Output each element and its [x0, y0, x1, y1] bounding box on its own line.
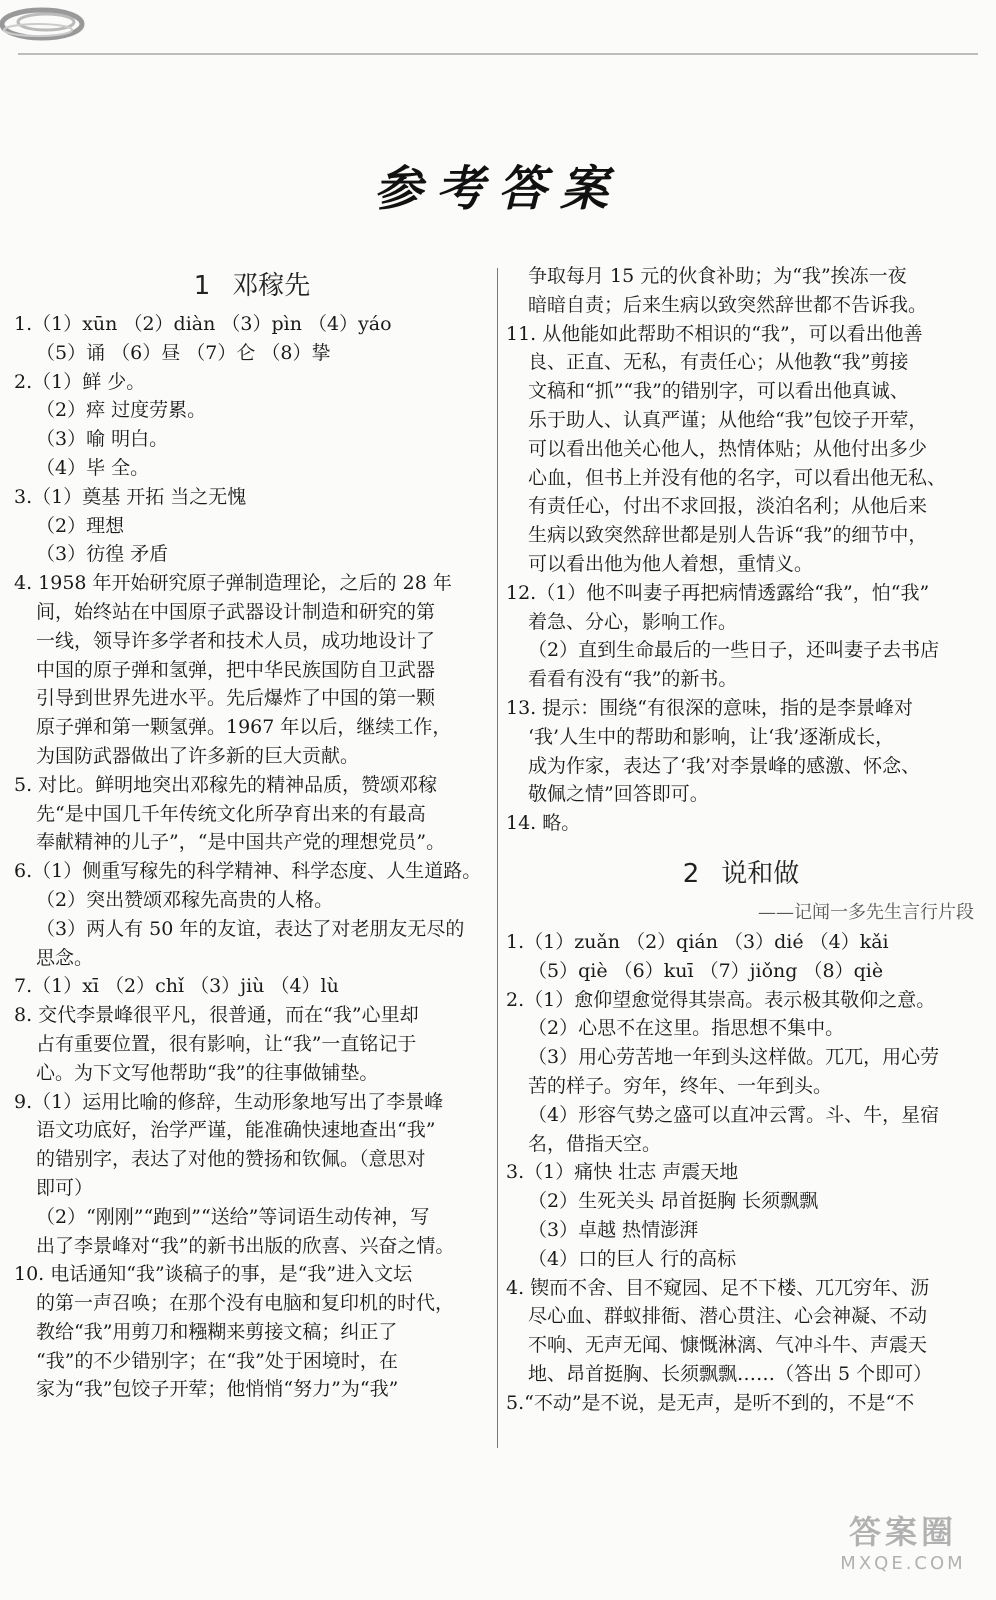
- answer-list: [14, 310, 490, 1404]
- answer-line: 1.（1）xūn （2）diàn （3）pìn （4）yáo: [14, 313, 392, 335]
- answer-line: 3.（1）奠基 开拓 当之无愧: [14, 485, 247, 508]
- answer-line: （2）心思不在这里。指思想不集中。: [528, 1017, 845, 1040]
- answer-line: 文稿和“抓”“我”的错别字，可以看出他真诚、: [528, 380, 909, 403]
- watermark-stamp: [828, 1512, 978, 1582]
- answer-line: 名，借指天空。: [528, 1132, 662, 1155]
- answer-line: 4. 锲而不舍、目不窥园、足不下楼、兀兀穷年、沥: [506, 1276, 930, 1299]
- answer-line: 引导到世界先进水平。先后爆炸了中国的第一颗: [36, 687, 436, 710]
- answer-line: 看看有没有“我”的新书。: [528, 668, 738, 691]
- answer-list: [506, 262, 976, 838]
- answer-line: （3）喻 明白。: [36, 428, 169, 451]
- section-number: 2: [682, 858, 700, 889]
- answer-line: （3）彷徨 矛盾: [36, 543, 169, 566]
- answer-line: 14. 略。: [506, 812, 581, 835]
- answer-line: 乐于助人、认真严谨；从他给“我”包饺子开荤，: [528, 408, 928, 431]
- answer-line: ‘我’人生中的帮助和影响，让‘我’逐渐成长，: [528, 725, 895, 748]
- header-rule: [18, 53, 978, 55]
- answer-line: （3）用心劳苦地一年到头这样做。兀兀，用心劳: [528, 1046, 940, 1069]
- answer-line: 家为“我”包饺子开荤；他悄悄“努力”为“我”: [36, 1378, 399, 1401]
- answer-line: “我”的不少错别字；在“我”处于困境时，在: [36, 1349, 398, 1372]
- answer-line: （5）诵 （6）昼 （7）仑 （8）挚: [36, 341, 331, 364]
- answer-line: 心血，但书上并没有他的名字，可以看出他无私、: [528, 466, 947, 489]
- answer-line: 苦的样子。穷年，终年、一年到头。: [528, 1074, 833, 1097]
- answer-line: 6.（1）侧重写稼先的科学精神、科学态度、人生道路。: [14, 860, 482, 883]
- answer-line: 10. 电话通知“我”谈稿子的事，是“我”进入文坛: [14, 1263, 413, 1286]
- answer-line: 有责任心，付出不求回报，淡泊名利；从他后来: [528, 495, 928, 518]
- answer-line: 12.（1）他不叫妻子再把病情透露给“我”，怕“我”: [506, 581, 930, 604]
- answer-line: 敬佩之情”回答即可。: [528, 783, 709, 806]
- answer-line: 教给“我”用剪刀和糨糊来剪接文稿；纠正了: [36, 1320, 398, 1343]
- answer-line: 可以看出他为他人着想，重情义。: [528, 552, 814, 575]
- answer-line: 8. 交代李景峰很平凡，很普通，而在“我”心里却: [14, 1004, 419, 1027]
- answer-line: （4）形容气势之盛可以直冲云霄。斗、牛，星宿: [528, 1103, 940, 1126]
- answer-line: 1.（1）zuǎn （2）qián （3）dié （4）kǎi: [506, 930, 889, 953]
- answer-line: 3.（1）痛快 壮志 声震天地: [506, 1161, 739, 1184]
- answer-line: 即可）: [36, 1176, 94, 1199]
- answer-line: 4. 1958 年开始研究原子弹制造理论，之后的 28 年: [14, 572, 452, 595]
- answer-line: 7.（1）xī （2）chǐ （3）jiù （4）lù: [14, 975, 339, 998]
- answer-line: 占有重要位置，很有影响，让“我”一直铭记于: [36, 1032, 417, 1055]
- answer-line: 可以看出他关心他人，热情体贴；从他付出多少: [528, 437, 928, 460]
- answer-line: 争取每月 15 元的伙食补助；为“我”挨冻一夜: [528, 265, 907, 287]
- answer-line: （3）卓越 热情澎湃: [528, 1218, 699, 1241]
- column-divider: [497, 268, 498, 1448]
- answer-line: （2）理想: [36, 514, 125, 537]
- answer-line: 成为作家，表达了‘我’对李景峰的感激、怀念、: [528, 754, 921, 777]
- answer-line: 心。为下文写他帮助“我”的往事做铺垫。: [36, 1061, 379, 1084]
- answer-line: 5.“不动”是不说，是无声，是听不到的，不是“不: [506, 1391, 915, 1414]
- answer-line: （5）qiè （6）kuī （7）jiǒng （8）qiè: [528, 959, 884, 982]
- watermark-text: 答案圈: [848, 1513, 957, 1551]
- answer-line: 原子弹和第一颗氢弹。1967 年以后，继续工作，: [36, 716, 452, 739]
- answer-line: 语文功底好，治学严谨，能准确快速地查出“我”: [36, 1119, 436, 1142]
- answer-line: 一线，领导许多学者和技术人员，成功地设计了: [36, 629, 436, 652]
- publisher-logo: [0, 0, 100, 48]
- answer-line: 生病以致突然辞世都是别人告诉“我”的细节中，: [528, 524, 928, 547]
- answer-line: 暗暗自责；后来生病以致突然辞世都不告诉我。: [528, 293, 928, 316]
- answer-line: （4）毕 全。: [36, 456, 150, 479]
- answer-line: 13. 提示：围绕“有很深的意味，指的是李景峰对: [506, 696, 913, 719]
- section-heading-2: [506, 850, 976, 898]
- answer-line: （2）直到生命最后的一些日子，还叫妻子去书店: [528, 639, 940, 662]
- section-number: 1: [193, 271, 211, 301]
- answer-line: 的第一声召唤；在那个没有电脑和复印机的时代，: [36, 1292, 455, 1315]
- answer-line: 为国防武器做出了许多新的巨大贡献。: [36, 744, 360, 767]
- answer-line: （2）突出赞颂邓稼先高贵的人格。: [36, 888, 334, 911]
- answer-line: 的错别字，表达了对他的赞扬和钦佩。（意思对: [36, 1148, 426, 1171]
- answer-list: [506, 928, 976, 1418]
- answer-line: （2）“刚刚”“跑到”“送给”等词语生动传神，写: [36, 1205, 430, 1228]
- answer-line: 出了李景峰对“我”的新书出版的欣喜、兴奋之情。: [36, 1234, 455, 1257]
- section-subtitle: ——记闻一多先生言行片段: [758, 901, 974, 923]
- answer-line: 2.（1）愈仰望愈觉得其崇高。表示极其敬仰之意。: [506, 988, 936, 1011]
- answer-line: 先“是中国几千年传统文化所孕育出来的有最高: [36, 802, 426, 825]
- page-title: 参考答案: [373, 161, 622, 217]
- answer-line: （4）口的巨人 行的高标: [528, 1247, 737, 1270]
- answer-line: 着急、分心，影响工作。: [528, 610, 738, 633]
- answer-line: 5. 对比。鲜明地突出邓稼先的精神品质，赞颂邓稼: [14, 773, 438, 796]
- answer-line: 中国的原子弹和氢弹，把中华民族国防自卫武器: [36, 658, 436, 681]
- answer-line: 地、昂首挺胸、长须飘飘……（答出 5 个即可）: [528, 1362, 933, 1385]
- answer-line: 2.（1）鲜 少。: [14, 370, 146, 393]
- answer-line: 思念。: [36, 946, 94, 969]
- answer-line: 间，始终站在中国原子武器设计制造和研究的第: [36, 600, 436, 623]
- section-title: 说和做: [721, 858, 800, 889]
- answer-line: （2）瘁 过度劳累。: [36, 399, 207, 422]
- watermark-url: MXQE.COM: [840, 1553, 966, 1574]
- answer-line: 奉献精神的儿子”，“是中国共产党的理想党员”。: [36, 831, 446, 854]
- answer-line: （3）两人有 50 年的友谊，表达了对老朋友无尽的: [36, 917, 465, 940]
- section-title: 邓稼先: [232, 271, 311, 301]
- left-column: [14, 262, 490, 1404]
- answer-line: 尽心血、群蚁排衙、潜心贯注、心会神凝、不动: [528, 1305, 928, 1328]
- answer-line: 11. 从他能如此帮助不相识的“我”，可以看出他善: [506, 322, 923, 345]
- answer-line: 良、正直、无私，有责任心；从他教“我”剪接: [528, 351, 909, 374]
- right-column: [506, 262, 976, 1417]
- answer-line: 9.（1）运用比喻的修辞，生动形象地写出了李景峰: [14, 1090, 444, 1113]
- answer-line: （2）生死关头 昂首挺胸 长须飘飘: [528, 1190, 819, 1213]
- section-heading-1: [14, 262, 490, 310]
- answer-line: 不响、无声无闻、慷慨淋漓、气冲斗牛、声震天: [528, 1334, 928, 1357]
